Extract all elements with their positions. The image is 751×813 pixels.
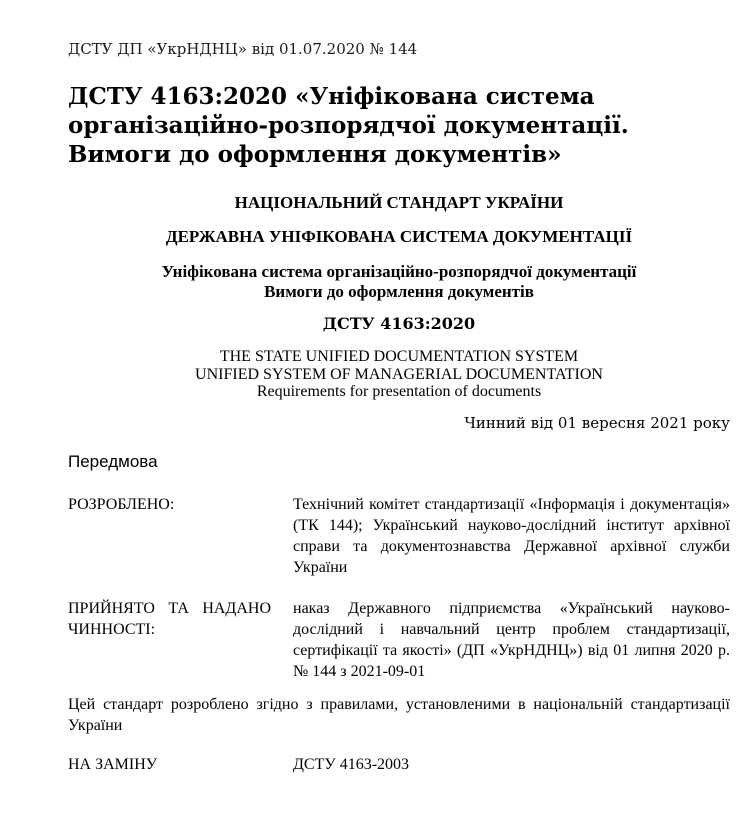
system-heading: ДЕРЖАВНА УНІФІКОВАНА СИСТЕМА ДОКУМЕНТАЦІЇ xyxy=(165,227,633,246)
note-paragraph: Цей стандарт розроблено згідно з правилами, установленими в національній стандартизації України xyxy=(68,695,730,734)
document-title xyxy=(68,82,730,169)
replacement-label: НА ЗАМІНУ xyxy=(68,755,158,773)
row-label: РОЗРОБЛЕНО: xyxy=(68,495,175,513)
standard-code: ДСТУ 4163:2020 xyxy=(322,314,476,333)
row-value: наказ Державного підприємства «Український науково-дослідний і навчальний центр проблем стандартизації, сертифікації та якості» (ДП «УкрНДНЦ») від 01 липня 2020 р. № 144 з 2021-09-01 xyxy=(293,599,730,680)
subtitle-line-1: Уніфікована система організаційно-розпорядчої документації xyxy=(161,262,637,281)
doc-reference: ДСТУ ДП «УкрНДНЦ» від 01.07.2020 № 144 xyxy=(68,40,418,58)
english-title-line-2: UNIFIED SYSTEM OF MANAGERIAL DOCUMENTATION xyxy=(195,365,603,383)
english-title xyxy=(68,348,730,401)
row-label: ПРИЙНЯТО ТА НАДАНО ЧИННОСТІ: xyxy=(68,599,271,638)
effective-date: Чинний від 01 вересня 2021 року xyxy=(464,413,730,432)
subtitle-line-2: Вимоги до оформлення документів xyxy=(264,282,534,301)
title-line-2: організаційно-розпорядчої документації. xyxy=(68,112,629,139)
standard-subtitle xyxy=(68,262,730,302)
english-title-line-1: THE STATE UNIFIED DOCUMENTATION SYSTEM xyxy=(219,348,579,365)
english-title-line-3: Requirements for presentation of documents xyxy=(256,383,542,400)
foreword-row-adopted xyxy=(68,598,730,682)
title-line-3: Вимоги до оформлення документів» xyxy=(68,141,562,168)
national-standard-heading: НАЦІОНАЛЬНИЙ СТАНДАРТ УКРАЇНИ xyxy=(234,193,564,212)
foreword-row-developed xyxy=(68,494,730,578)
foreword-heading: Передмова xyxy=(68,451,158,471)
row-value: Технічний комітет стандартизації «Інформація і документація» (ТК 144); Український науково-дослідний інститут архівної справи та документознавства Державної архівної служби України xyxy=(293,495,730,576)
replacement-row xyxy=(68,754,730,775)
replacement-value: ДСТУ 4163-2003 xyxy=(293,755,410,773)
title-line-1: ДСТУ 4163:2020 «Уніфікована система xyxy=(68,83,595,110)
